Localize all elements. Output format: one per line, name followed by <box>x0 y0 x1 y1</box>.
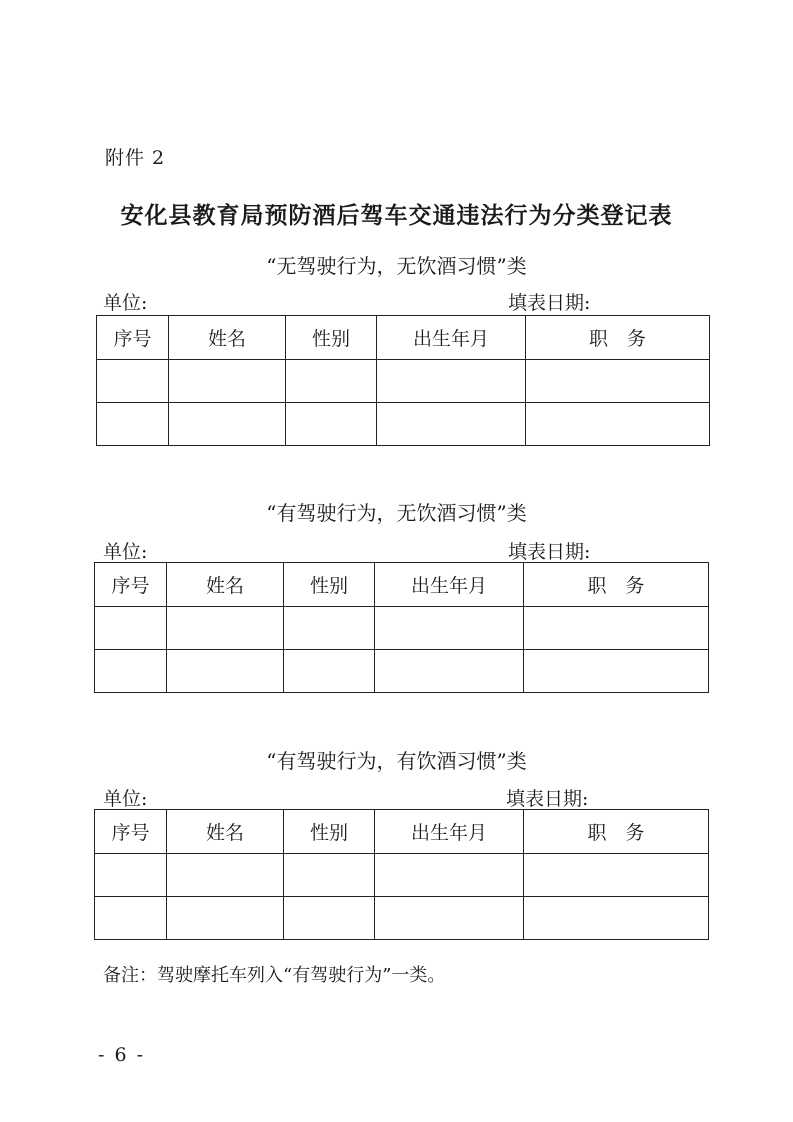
table-cell[interactable] <box>95 854 167 897</box>
header-serial: 序号 <box>95 563 167 607</box>
table-cell[interactable] <box>95 607 167 650</box>
table-cell[interactable] <box>97 360 169 403</box>
attachment-label: 附件 2 <box>105 147 166 169</box>
table-header-row <box>95 810 709 854</box>
header-serial: 序号 <box>97 316 169 360</box>
table-cell[interactable] <box>167 650 284 693</box>
page-number: - 6 - <box>98 1044 146 1066</box>
date-label: 填表日期: <box>508 292 591 314</box>
table-row <box>95 650 709 693</box>
header-birth: 出生年月 <box>375 810 524 854</box>
table-row <box>95 607 709 650</box>
registration-table <box>94 809 709 940</box>
header-name: 姓名 <box>169 316 286 360</box>
table-row <box>95 897 709 940</box>
header-name: 姓名 <box>167 810 284 854</box>
table-cell[interactable] <box>167 607 284 650</box>
table-cell[interactable] <box>284 897 375 940</box>
section-title: “无驾驶行为，无饮酒习惯”类 <box>266 254 527 278</box>
header-birth: 出生年月 <box>375 563 524 607</box>
unit-label: 单位: <box>103 788 148 810</box>
table-cell[interactable] <box>524 607 709 650</box>
table-cell[interactable] <box>286 403 377 446</box>
table-cell[interactable] <box>97 403 169 446</box>
date-label: 填表日期: <box>508 541 591 563</box>
table-header-row <box>95 563 709 607</box>
unit-label: 单位: <box>103 292 148 314</box>
table-row <box>97 360 710 403</box>
table-cell[interactable] <box>377 403 526 446</box>
table-cell[interactable] <box>284 607 375 650</box>
table-cell[interactable] <box>375 607 524 650</box>
table-cell[interactable] <box>169 360 286 403</box>
remark-note: 备注：驾驶摩托车列入“有驾驶行为”一类。 <box>103 965 446 986</box>
table-row <box>97 403 710 446</box>
header-position: 职 务 <box>526 316 710 360</box>
table-cell[interactable] <box>375 650 524 693</box>
date-label: 填表日期: <box>506 788 589 810</box>
header-gender: 性别 <box>284 810 375 854</box>
table-cell[interactable] <box>524 854 709 897</box>
unit-label: 单位: <box>103 541 148 563</box>
table-cell[interactable] <box>284 650 375 693</box>
header-name: 姓名 <box>167 563 284 607</box>
page-title: 安化县教育局预防酒后驾车交通违法行为分类登记表 <box>120 202 673 229</box>
table-cell[interactable] <box>167 897 284 940</box>
table-cell[interactable] <box>524 650 709 693</box>
table-cell[interactable] <box>95 897 167 940</box>
table-cell[interactable] <box>95 650 167 693</box>
table-cell[interactable] <box>524 897 709 940</box>
section-title: “有驾驶行为，有饮酒习惯”类 <box>266 749 527 773</box>
header-gender: 性别 <box>286 316 377 360</box>
table-header-row <box>97 316 710 360</box>
table-cell[interactable] <box>377 360 526 403</box>
header-serial: 序号 <box>95 810 167 854</box>
header-position: 职 务 <box>524 810 709 854</box>
table-cell[interactable] <box>526 403 710 446</box>
table-cell[interactable] <box>375 854 524 897</box>
header-position: 职 务 <box>524 563 709 607</box>
table-cell[interactable] <box>286 360 377 403</box>
table-row <box>95 854 709 897</box>
table-cell[interactable] <box>169 403 286 446</box>
table-cell[interactable] <box>375 897 524 940</box>
header-birth: 出生年月 <box>377 316 526 360</box>
section-title: “有驾驶行为，无饮酒习惯”类 <box>266 501 527 525</box>
header-gender: 性别 <box>284 563 375 607</box>
registration-table <box>96 315 710 446</box>
registration-table <box>94 562 709 693</box>
table-cell[interactable] <box>284 854 375 897</box>
table-cell[interactable] <box>167 854 284 897</box>
table-cell[interactable] <box>526 360 710 403</box>
